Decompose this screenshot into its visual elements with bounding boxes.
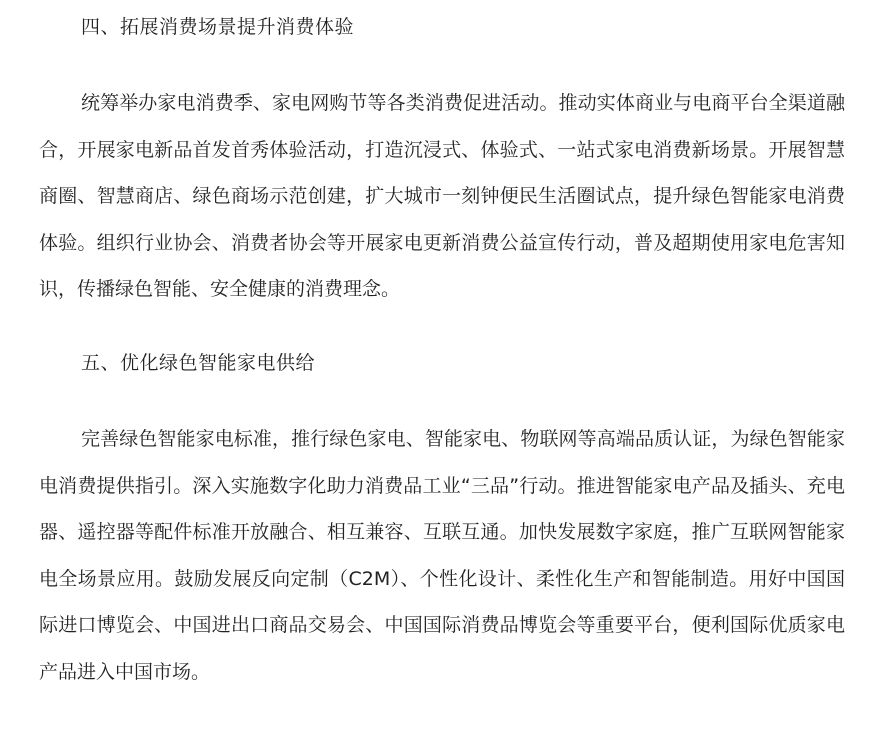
section-paragraph-four: 统筹举办家电消费季、家电网购节等各类消费促进活动。推动实体商业与电商平台全渠道融合，开展家电新品首发首秀体验活动，打造沉浸式、体验式、一站式家电消费新场景。开展智慧商圈、智慧商店、绿色商场示范创建，扩大城市一刻钟便民生活圈试点，提升绿色智能家电消费体验。组织行业协会、消费者协会等开展家电更新消费公益宣传行动，普及超期使用家电危害知识，传播绿色智能、安全健康的消费理念。 [39, 92, 845, 300]
section-paragraph-five: 完善绿色智能家电标准，推行绿色家电、智能家电、物联网等高端品质认证，为绿色智能家电消费提供指引。深入实施数字化助力消费品工业“三品”行动。推进智能家电产品及插头、充电器、遥控器等配件标准开放融合、相互兼容、互联互通。加快发展数字家庭，推广互联网智能家电全场景应用。鼓励发展反向定制（C2M）、个性化设计、柔性化生产和智能制造。用好中国国际进口博览会、中国进出口商品交易会、中国国际消费品博览会等重要平台，便利国际优质家电产品进入中国市场。 [39, 428, 845, 683]
section-heading-four: 四、拓展消费场景提升消费体验 [81, 16, 355, 38]
section-heading-five: 五、优化绿色智能家电供给 [81, 352, 316, 374]
